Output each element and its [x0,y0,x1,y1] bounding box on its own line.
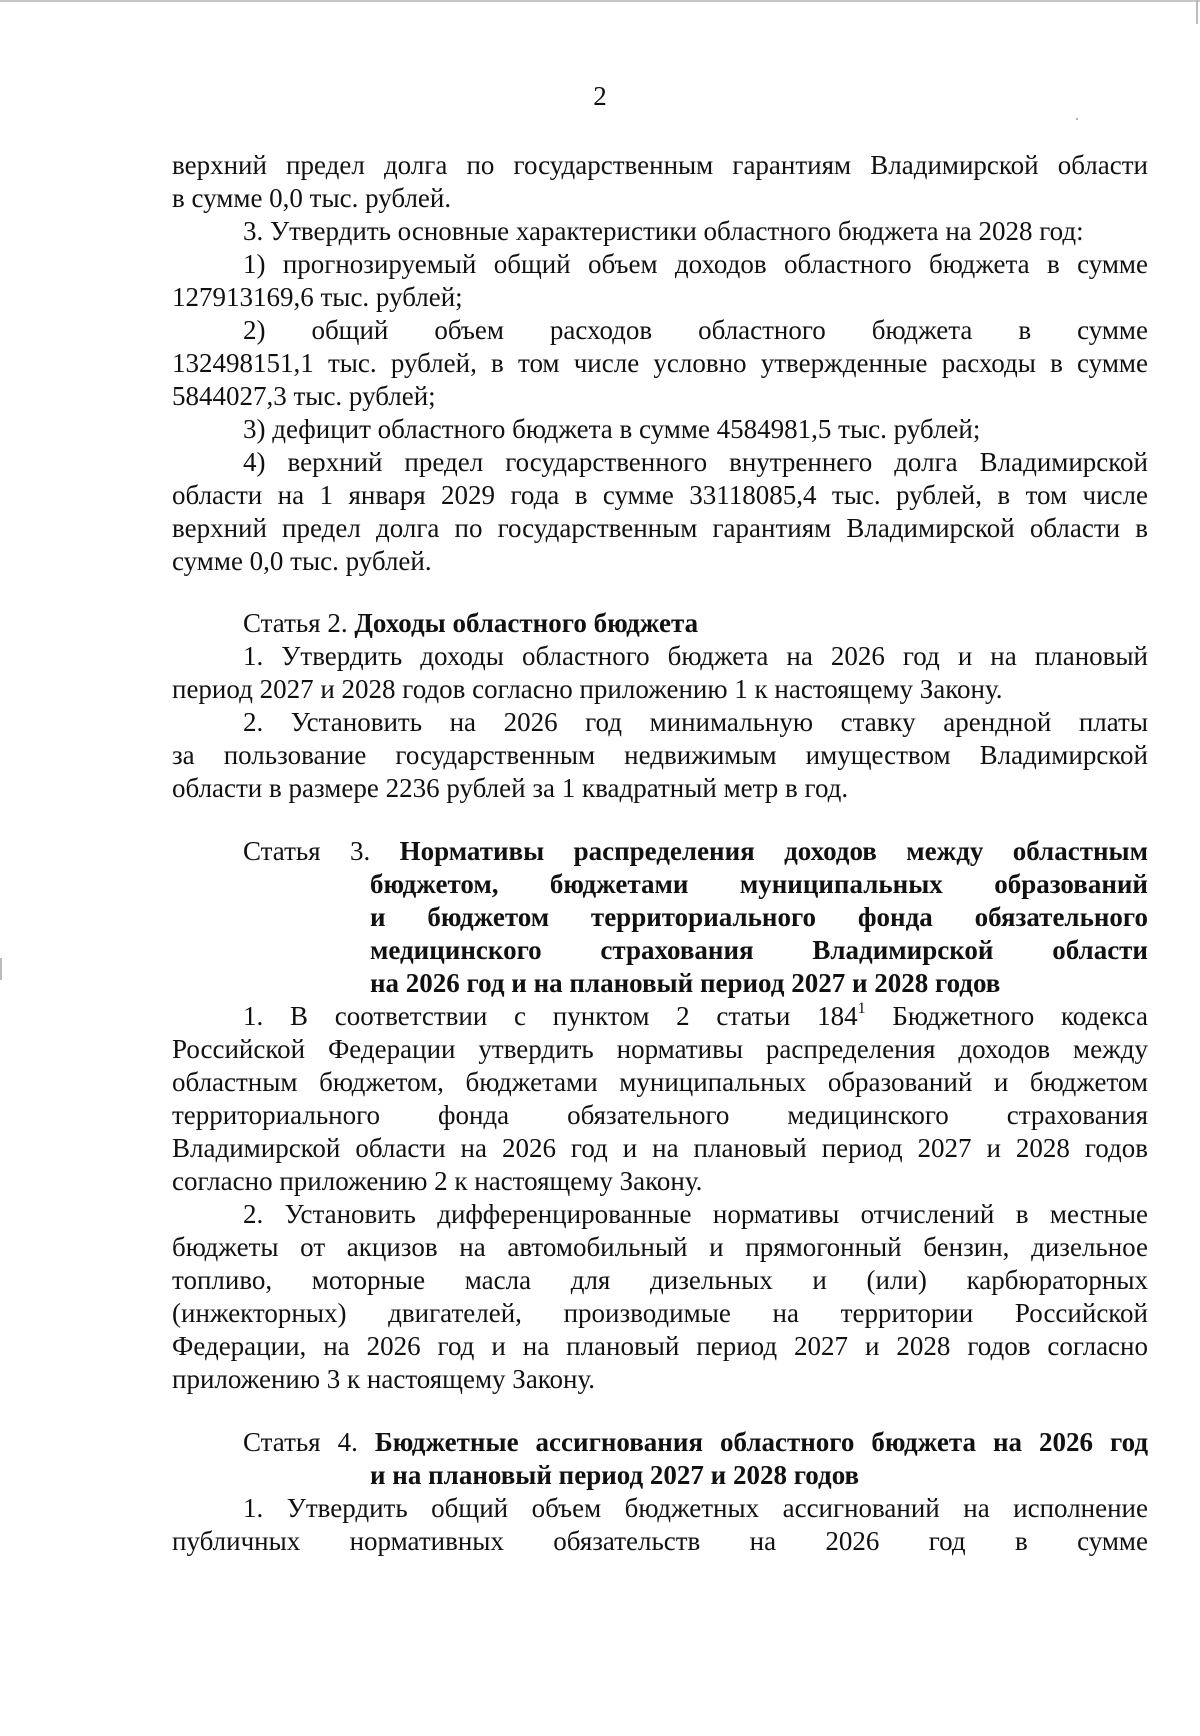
article-title: Нормативы распределения доходов между областным [399,836,1148,866]
article-title-line: бюджетом, бюджетами муниципальных образований [370,869,1148,899]
article-3-heading [243,835,1148,868]
text-line: Владимирской области на 2026 год и на плановый период 2027 и 2028 годов [172,1133,1148,1163]
article-4-heading [243,1426,1148,1459]
article-title: Бюджетные ассигнования областного бюджета на 2026 год [374,1427,1148,1457]
text-line: верхний предел долга по государственным гарантиям Владимирской области в [172,513,1148,543]
text-line: области на 1 января 2029 года в сумме 33118085,4 тыс. рублей, в том числе [172,480,1148,510]
text-line: 3) дефицит областного бюджета в сумме 4584981,5 тыс. рублей; [243,414,981,444]
article-label: Статья 2. [243,608,355,638]
text-line: областным бюджетом, бюджетами муниципальных образований и бюджетом [172,1067,1148,1097]
text-line: 132498151,1 тыс. рублей, в том числе условно утвержденные расходы в сумме [172,348,1148,378]
text-line: бюджеты от акцизов на автомобильный и прямогонный бензин, дизельное [172,1232,1148,1262]
text-line: верхний предел долга по государственным гарантиям Владимирской области [172,150,1148,180]
article-title-line: на 2026 год и на плановый период 2027 и 2028 годов [370,968,1001,998]
article-2-heading [243,607,1148,640]
text-line: 2) общий объем расходов областного бюджета в сумме [243,315,1148,345]
text-line [243,1000,1148,1033]
text-line: 2. Установить на 2026 год минимальную ставку арендной платы [243,707,1148,737]
text-line: сумме 0,0 тыс. рублей. [172,546,432,576]
text-line: 4) верхний предел государственного внутреннего долга Владимирской [243,447,1148,477]
text-line: (инжекторных) двигателей, производимые на территории Российской [172,1298,1148,1328]
text-line: период 2027 и 2028 годов согласно приложению 1 к настоящему Закону. [172,674,1003,704]
text-line: топливо, моторные масла для дизельных и (или) карбюраторных [172,1265,1148,1295]
scan-margin-mark [1196,0,1198,24]
text-line: 1) прогнозируемый общий объем доходов областного бюджета в сумме [243,249,1148,279]
text-line: 3. Утвердить основные характеристики областного бюджета на 2028 год: [243,216,1084,246]
text-fragment: Бюджетного кодекса [865,1001,1148,1031]
article-title-line: медицинского страхования Владимирской области [370,935,1148,965]
text-line: области в размере 2236 рублей за 1 квадратный метр в год. [172,773,849,803]
text-fragment: 1. В соответствии с пунктом 2 статьи 184 [243,1001,858,1031]
text-line: 127913169,6 тыс. рублей; [172,282,463,312]
text-line: публичных нормативных обязательств на 2026 год в сумме [172,1526,1148,1556]
text-line: 2. Установить дифференцированные нормативы отчислений в местные [243,1199,1148,1229]
article-title-line: и бюджетом территориального фонда обязательного [370,902,1148,932]
text-line: Федерации, на 2026 год и на плановый период 2027 и 2028 годов согласно [172,1331,1148,1361]
article-label: Статья 4. [243,1427,375,1457]
text-line: согласно приложению 2 к настоящему Закону. [172,1166,703,1196]
text-line: 1. Утвердить общий объем бюджетных ассигнований на исполнение [243,1493,1148,1523]
article-title: Доходы областного бюджета [354,608,699,638]
article-title-line: и на плановый период 2027 и 2028 годов [370,1460,860,1490]
text-line: 5844027,3 тыс. рублей; [172,381,436,411]
text-line: за пользование государственным недвижимым имуществом Владимирской [172,740,1148,770]
page-number: 2 [593,81,607,111]
text-line: Российской Федерации утвердить нормативы распределения доходов между [172,1034,1148,1064]
article-label: Статья 3. [243,836,400,866]
scan-top-edge [0,0,1200,2]
text-line: территориального фонда обязательного медицинского страхования [172,1100,1148,1130]
text-line: в сумме 0,0 тыс. рублей. [172,183,452,213]
text-line: приложению 3 к настоящему Закону. [172,1364,596,1394]
text-line: 1. Утвердить доходы областного бюджета на 2026 год и на плановый [243,641,1148,671]
scan-margin-mark [0,958,2,980]
scan-speck [1076,118,1078,120]
superscript: 1 [857,1000,866,1017]
